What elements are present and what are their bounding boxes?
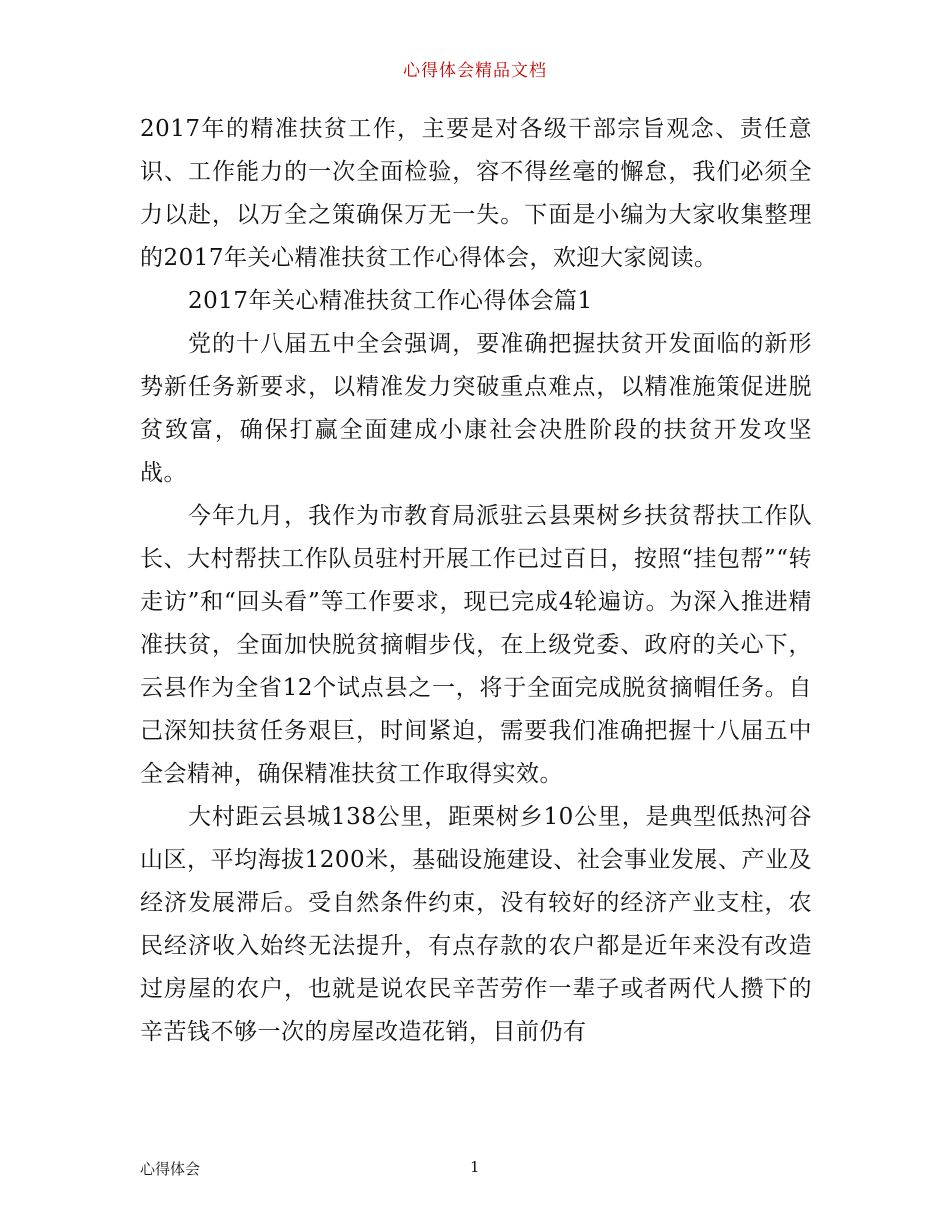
- footer-label: 心得体会: [140, 1160, 201, 1178]
- body-paragraph: 党的十八届五中全会强调，要准确把握扶贫开发面临的新形势新任务新要求，以精准发力突破重点难点，以精准施策促进脱贫致富，确保打赢全面建成小康社会决胜阶段的扶贫开发攻坚战。: [140, 331, 812, 486]
- page-number: 1: [470, 1158, 480, 1176]
- section-heading: 2017年关心精准扶贫工作心得体会篇1: [188, 288, 593, 314]
- body-paragraph: 今年九月，我作为市教育局派驻云县栗树乡扶贫帮扶工作队长、大村帮扶工作队员驻村开展工作已过百日，按照“挂包帮”“转走访”和“回头看”等工作要求，现已完成4轮遍访。为深入推进精准扶贫，全面加快脱贫摘帽步伐，在上级党委、政府的关心下，云县作为全省12个试点县之一，将于全面完成脱贫摘帽任务。自己深知扶贫任务艰巨，时间紧迫，需要我们准确把握十八届五中全会精神，确保精准扶贫工作取得实效。: [140, 503, 812, 787]
- intro-paragraph: 2017年的精准扶贫工作，主要是对各级干部宗旨观念、责任意识、工作能力的一次全面检验，容不得丝毫的懈怠，我们必须全力以赴，以万全之策确保万无一失。下面是小编为大家收集整理的2017年关心精准扶贫工作心得体会，欢迎大家阅读。: [140, 116, 812, 271]
- page-header-title: 心得体会精品文档: [403, 61, 547, 81]
- document-body: [140, 108, 812, 1054]
- body-paragraph: 大村距云县城138公里，距栗树乡10公里，是典型低热河谷山区，平均海拔1200米，基础设施建设、社会事业发展、产业及经济发展滞后。受自然条件约束，没有较好的经济产业支柱，农民经济收入始终无法提升，有点存款的农户都是近年来没有改造过房屋的农户，也就是说农民辛苦劳作一辈子或者两代人攒下的辛苦钱不够一次的房屋改造花销，目前仍有: [140, 804, 812, 1045]
